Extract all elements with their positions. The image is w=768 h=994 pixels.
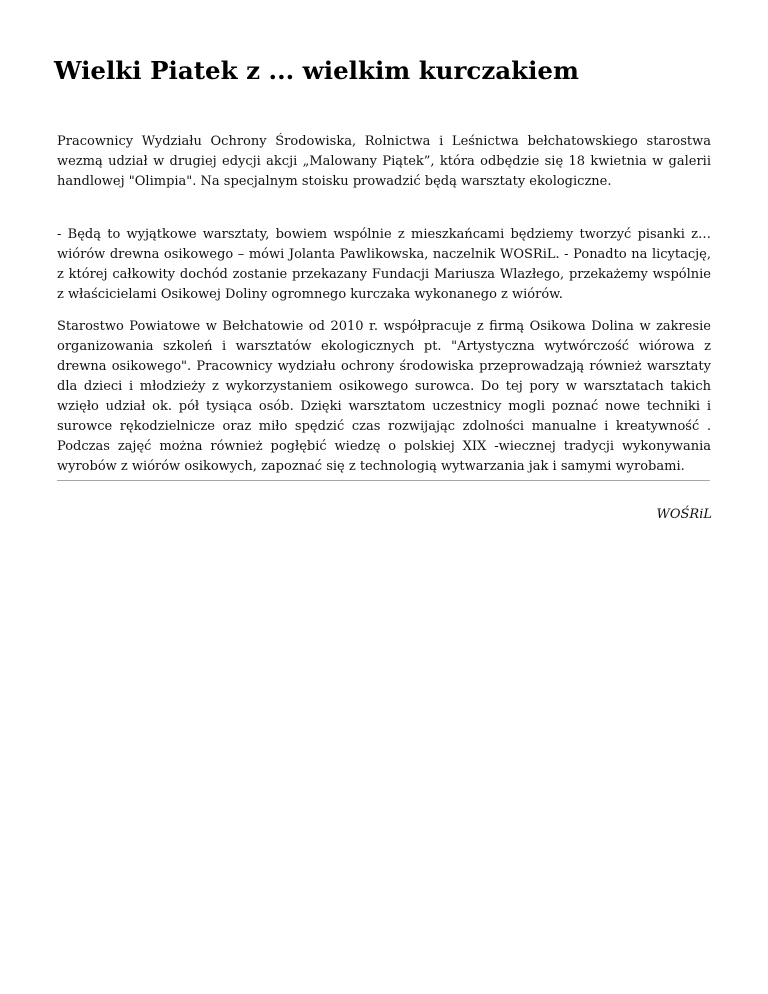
article-paragraph: Pracownicy Wydziału Ochrony Środowiska, Rolnictwa i Leśnictwa bełchatowskiego starostwa wezmą udział w drugiej edycji akcji „Malowany Piątek”, która odbędzie się 18 kwietnia w galerii handlowej "Olimpia". Na specjalnym stoisku prowadzić będą warsztaty ekologiczne.	[57, 134, 711, 189]
article-title: Wielki Piatek z ... wielkim kurczakiem	[54, 56, 579, 85]
divider	[57, 480, 710, 481]
author-signature: WOŚRiL	[656, 507, 712, 522]
article-paragraph: Starostwo Powiatowe w Bełchatowie od 2010 r. współpracuje z firmą Osikowa Dolina w zakresie organizowania szkoleń i warsztatów ekologicznych pt. "Artystyczna wytwórczość wiórowa z drewna osikowego". Pracownicy wydziału ochrony środowiska przeprowadzają również warsztaty dla dzieci i młodzieży z wykorzystaniem osikowego surowca. Do tej pory w warsztatach takich wzięło udział ok. pół tysiąca osób. Dzięki warsztatom uczestnicy mogli poznać nowe techniki i surowce rękodzielnicze oraz miło spędzić czas rozwijając zdolności manualne i kreatywność . Podczas zajęć można również pogłębić wiedzę o polskiej XIX -wiecznej tradycji wykonywania wyrobów z wiórów osikowych, zapoznać się z technologią wytwarzania jak i samymi wyrobami.	[57, 319, 711, 474]
article-paragraph: - Będą to wyjątkowe warsztaty, bowiem wspólnie z mieszkańcami będziemy tworzyć pisanki z… wiórów drewna osikowego – mówi Jolanta Pawlikowska, naczelnik WOSRiL. - Ponadto na licytację, z której całkowity dochód zostanie przekazany Fundacji Mariusza Wlazłego, przekażemy wspólnie z właścicielami Osikowej Doliny ogromnego kurczaka wykonanego z wiórów.	[57, 227, 711, 302]
